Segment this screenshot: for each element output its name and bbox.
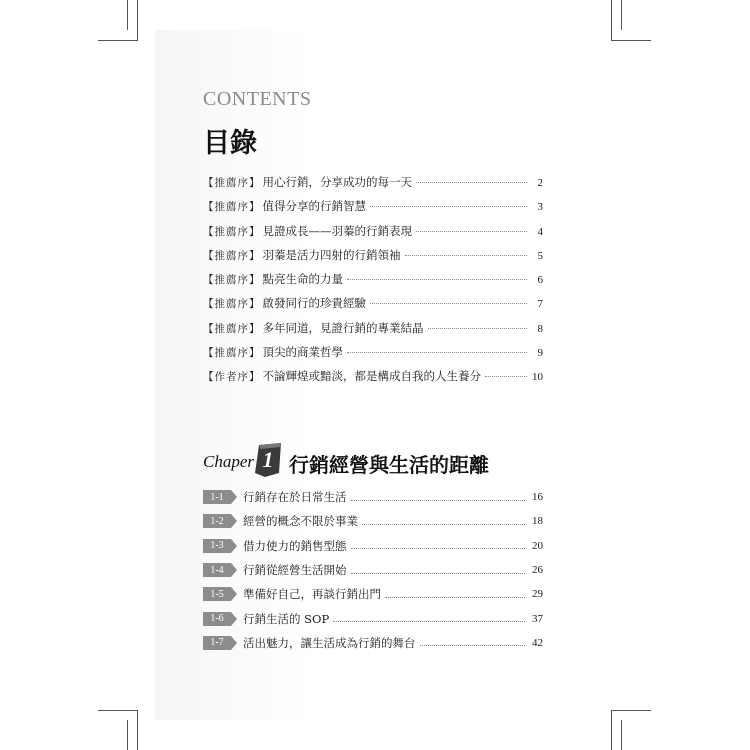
toc-tag: 【推薦序】 — [203, 201, 261, 214]
toc-title: 多年同道，見證行銷的專業結晶 — [262, 320, 424, 335]
crop-mark-tl — [137, 0, 138, 41]
toc-title: 不論輝煌或黯淡，都是構成自我的人生養分 — [262, 369, 481, 384]
dot-leader — [333, 621, 525, 622]
dot-leader — [485, 376, 527, 377]
dot-leader — [416, 182, 527, 183]
toc-entry[interactable] — [203, 174, 543, 198]
section-number-badge: 1-3 — [203, 539, 231, 553]
section-entry[interactable] — [203, 534, 543, 558]
toc-page-number: 10 — [532, 371, 543, 384]
section-page-number: 16 — [532, 491, 543, 504]
section-title: 經營的概念不限於事業 — [243, 514, 358, 529]
crop-mark-bl — [127, 720, 128, 750]
toc-title: 用心行銷，分享成功的每一天 — [262, 175, 412, 189]
chapter-number: 1 — [262, 447, 274, 472]
section-title: 活出魅力，讓生活成為行銷的舞台 — [243, 635, 416, 650]
contents-heading-zh: 目錄 — [203, 128, 257, 159]
section-title: 行銷存在於日常生活 — [243, 490, 347, 505]
dot-leader — [351, 500, 526, 501]
dot-leader — [416, 231, 527, 232]
section-number-badge: 1-1 — [203, 490, 231, 504]
toc-entry[interactable] — [203, 247, 543, 271]
toc-title: 見證成長——羽蓁的行銷表現 — [262, 223, 412, 238]
toc-page-number: 7 — [537, 298, 543, 311]
crop-mark-tr — [611, 0, 612, 41]
section-list — [203, 485, 543, 655]
section-page-number: 18 — [532, 515, 543, 528]
toc-page-number: 9 — [537, 347, 543, 360]
contents-heading-en: CONTENTS — [203, 88, 312, 110]
crop-mark-bl — [137, 710, 138, 750]
toc-tag: 【作者序】 — [203, 371, 261, 384]
chapter-word: Chaper — [203, 452, 254, 471]
section-title: 行銷生活的 SOP — [243, 611, 330, 626]
toc-tag: 【推薦序】 — [203, 274, 261, 287]
crop-mark-br — [611, 710, 651, 711]
section-number-badge: 1-5 — [203, 587, 231, 601]
toc-entry[interactable] — [203, 368, 543, 392]
section-entry[interactable] — [203, 631, 543, 655]
toc-title: 點亮生命的力量 — [262, 272, 343, 287]
dot-leader — [385, 597, 525, 598]
toc-entry[interactable] — [203, 198, 543, 222]
toc-tag: 【推薦序】 — [203, 322, 261, 335]
crop-mark-br — [621, 720, 622, 750]
crop-mark-tl — [127, 0, 128, 30]
crop-mark-tr — [621, 0, 622, 30]
toc-page-number: 3 — [537, 201, 543, 214]
chapter-number-badge — [255, 443, 281, 477]
toc-title: 啟發同行的珍貴經驗 — [262, 296, 366, 311]
section-page-number: 26 — [532, 564, 543, 577]
toc-title: 值得分享的行銷智慧 — [262, 199, 366, 214]
section-entry[interactable] — [203, 509, 543, 533]
dot-leader — [362, 524, 525, 525]
section-entry[interactable] — [203, 558, 543, 582]
chapter-title: 行銷經營與生活的距離 — [289, 453, 489, 477]
toc-entry[interactable] — [203, 320, 543, 344]
section-entry[interactable] — [203, 582, 543, 606]
toc-page-number: 2 — [537, 177, 543, 189]
toc-entry[interactable] — [203, 271, 543, 295]
toc-tag: 【推薦序】 — [203, 177, 261, 189]
dot-leader — [370, 303, 527, 304]
toc-entry[interactable] — [203, 223, 543, 247]
crop-mark-bl — [98, 710, 138, 711]
toc-tag: 【推薦序】 — [203, 347, 261, 360]
section-page-number: 42 — [532, 636, 543, 649]
section-number-badge: 1-4 — [203, 563, 231, 577]
crop-mark-br — [611, 710, 612, 750]
dot-leader — [351, 548, 526, 549]
section-page-number: 20 — [532, 539, 543, 552]
section-number-badge: 1-7 — [203, 636, 231, 650]
toc-page-number: 4 — [537, 225, 543, 238]
section-entry[interactable] — [203, 485, 543, 509]
toc-tag: 【推薦序】 — [203, 225, 261, 238]
dot-leader — [370, 206, 527, 207]
toc-tag: 【推薦序】 — [203, 249, 261, 262]
section-page-number: 29 — [532, 588, 543, 601]
crop-mark-tr — [611, 40, 651, 41]
dot-leader — [405, 255, 528, 256]
section-number-badge: 1-2 — [203, 514, 231, 528]
section-page-number: 37 — [532, 612, 543, 625]
toc-page-number: 8 — [537, 322, 543, 335]
toc-page-number: 5 — [537, 249, 543, 262]
dot-leader — [347, 279, 527, 280]
dot-leader — [428, 328, 528, 329]
dot-leader — [420, 645, 526, 646]
toc-tag: 【推薦序】 — [203, 298, 261, 311]
toc-title: 頂尖的商業哲學 — [262, 345, 343, 360]
section-title: 準備好自己，再談行銷出門 — [243, 587, 381, 602]
section-title: 借力使力的銷售型態 — [243, 538, 347, 553]
section-number-badge: 1-6 — [203, 612, 231, 626]
dot-leader — [347, 352, 527, 353]
section-entry[interactable] — [203, 606, 543, 630]
dot-leader — [351, 573, 526, 574]
preface-list — [203, 174, 543, 393]
toc-title: 羽蓁是活力四射的行銷領袖 — [262, 247, 401, 262]
crop-mark-tl — [98, 40, 138, 41]
toc-page-number: 6 — [537, 274, 543, 287]
toc-entry[interactable] — [203, 344, 543, 368]
section-title: 行銷從經營生活開始 — [243, 563, 347, 578]
toc-entry[interactable] — [203, 295, 543, 319]
